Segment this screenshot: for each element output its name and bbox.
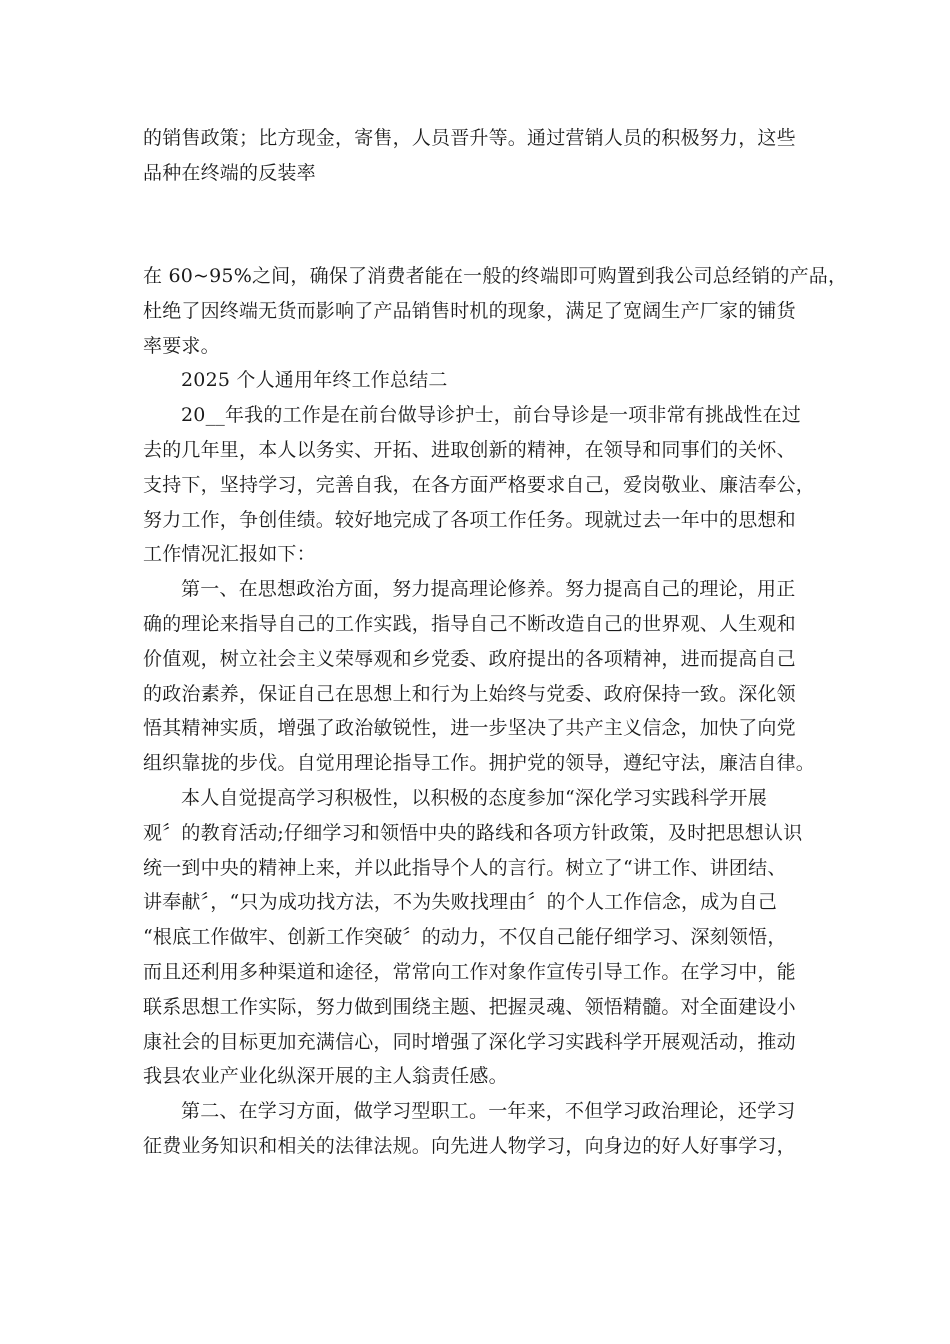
paragraph-first-line: 20__年我的工作是在前台做导诊护士，前台导诊是一项非常有挑战性在过 — [181, 404, 801, 427]
text-line: 组织靠拢的步伐。自觉用理论指导工作。拥护党的领导，遵纪守法，廉洁自律。 — [143, 752, 816, 775]
text-line: 的销售政策；比方现金，寄售，人员晋升等。通过营销人员的积极努力，这些 — [143, 127, 796, 149]
text-line: 在 60~95%之间，确保了消费者能在一般的终端即可购置到我公司总经销的产品， — [143, 265, 848, 287]
text-line: 确的理论来指导自己的工作实践，指导自己不断改造自己的世界观、人生观和 — [143, 612, 796, 635]
text-line: “根底工作做牢、创新工作突破〞的动力，不仅自己能仔细学习、深刻领悟， — [143, 926, 787, 949]
text-line: 悟其精神实质，增强了政治敏锐性，进一步坚决了共产主义信念，加快了向党 — [143, 717, 796, 740]
text-body — [143, 259, 848, 1164]
text-line: 努力工作，争创佳绩。较好地完成了各项工作任务。现就过去一年中的思想和 — [143, 508, 796, 531]
text-line: 率要求。 — [143, 334, 220, 357]
text-line: 支持下，坚持学习，完善自我，在各方面严格要求自己，爱岗敬业、廉洁奉公， — [143, 473, 816, 496]
text-line: 去的几年里，本人以务实、开拓、进取创新的精神，在领导和同事们的关怀、 — [143, 438, 796, 461]
text-line: 杜绝了因终端无货而影响了产品销售时机的现象，满足了宽阔生产厂家的铺货 — [143, 299, 796, 322]
text-line: 工作情况汇报如下： — [143, 543, 316, 566]
text-line: 观〞的教育活动;仔细学习和领悟中央的路线和各项方针政策，及时把思想认识 — [143, 821, 803, 844]
paragraph-first-line: 第一、在思想政治方面，努力提高理论修养。努力提高自己的理论，用正 — [181, 578, 796, 601]
paragraph-first-line: 第二、在学习方面，做学习型职工。一年来，不但学习政治理论，还学习 — [181, 1100, 796, 1123]
text-line: 的政治素养，保证自己在思想上和行为上始终与党委、政府保持一致。深化领 — [143, 682, 796, 705]
text-line: 品种在终端的反装率 — [143, 161, 316, 184]
paragraph-first-line: 本人自觉提高学习积极性，以积极的态度参加“深化学习实践科学开展 — [181, 786, 767, 809]
text-line: 征费业务知识和相关的法律法规。向先进人物学习，向身边的好人好事学习， — [143, 1134, 796, 1157]
text-line: 而且还利用多种渠道和途径，常常向工作对象作宣传引导工作。在学习中，能 — [143, 960, 796, 983]
text-line: 价值观，树立社会主义荣辱观和乡党委、政府提出的各项精神，进而提高自己 — [143, 647, 796, 670]
text-line: 康社会的目标更加充满信心，同时增强了深化学习实践科学开展观活动，推动 — [143, 1030, 796, 1053]
paragraph-first-line: 2025 个人通用年终工作总结二 — [181, 369, 448, 392]
text-fragment — [143, 121, 808, 191]
text-line: 讲奉献〞，“只为成功找方法，不为失败找理由〞的个人工作信念，成为自己 — [143, 891, 778, 914]
text-line: 我县农业产业化纵深开展的主人翁责任感。 — [143, 1065, 508, 1088]
text-line: 统一到中央的精神上来，并以此指导个人的言行。树立了“讲工作、讲团结、 — [143, 856, 787, 879]
text-line: 联系思想工作实际，努力做到围绕主题、把握灵魂、领悟精髓。对全面建设小 — [143, 995, 796, 1018]
